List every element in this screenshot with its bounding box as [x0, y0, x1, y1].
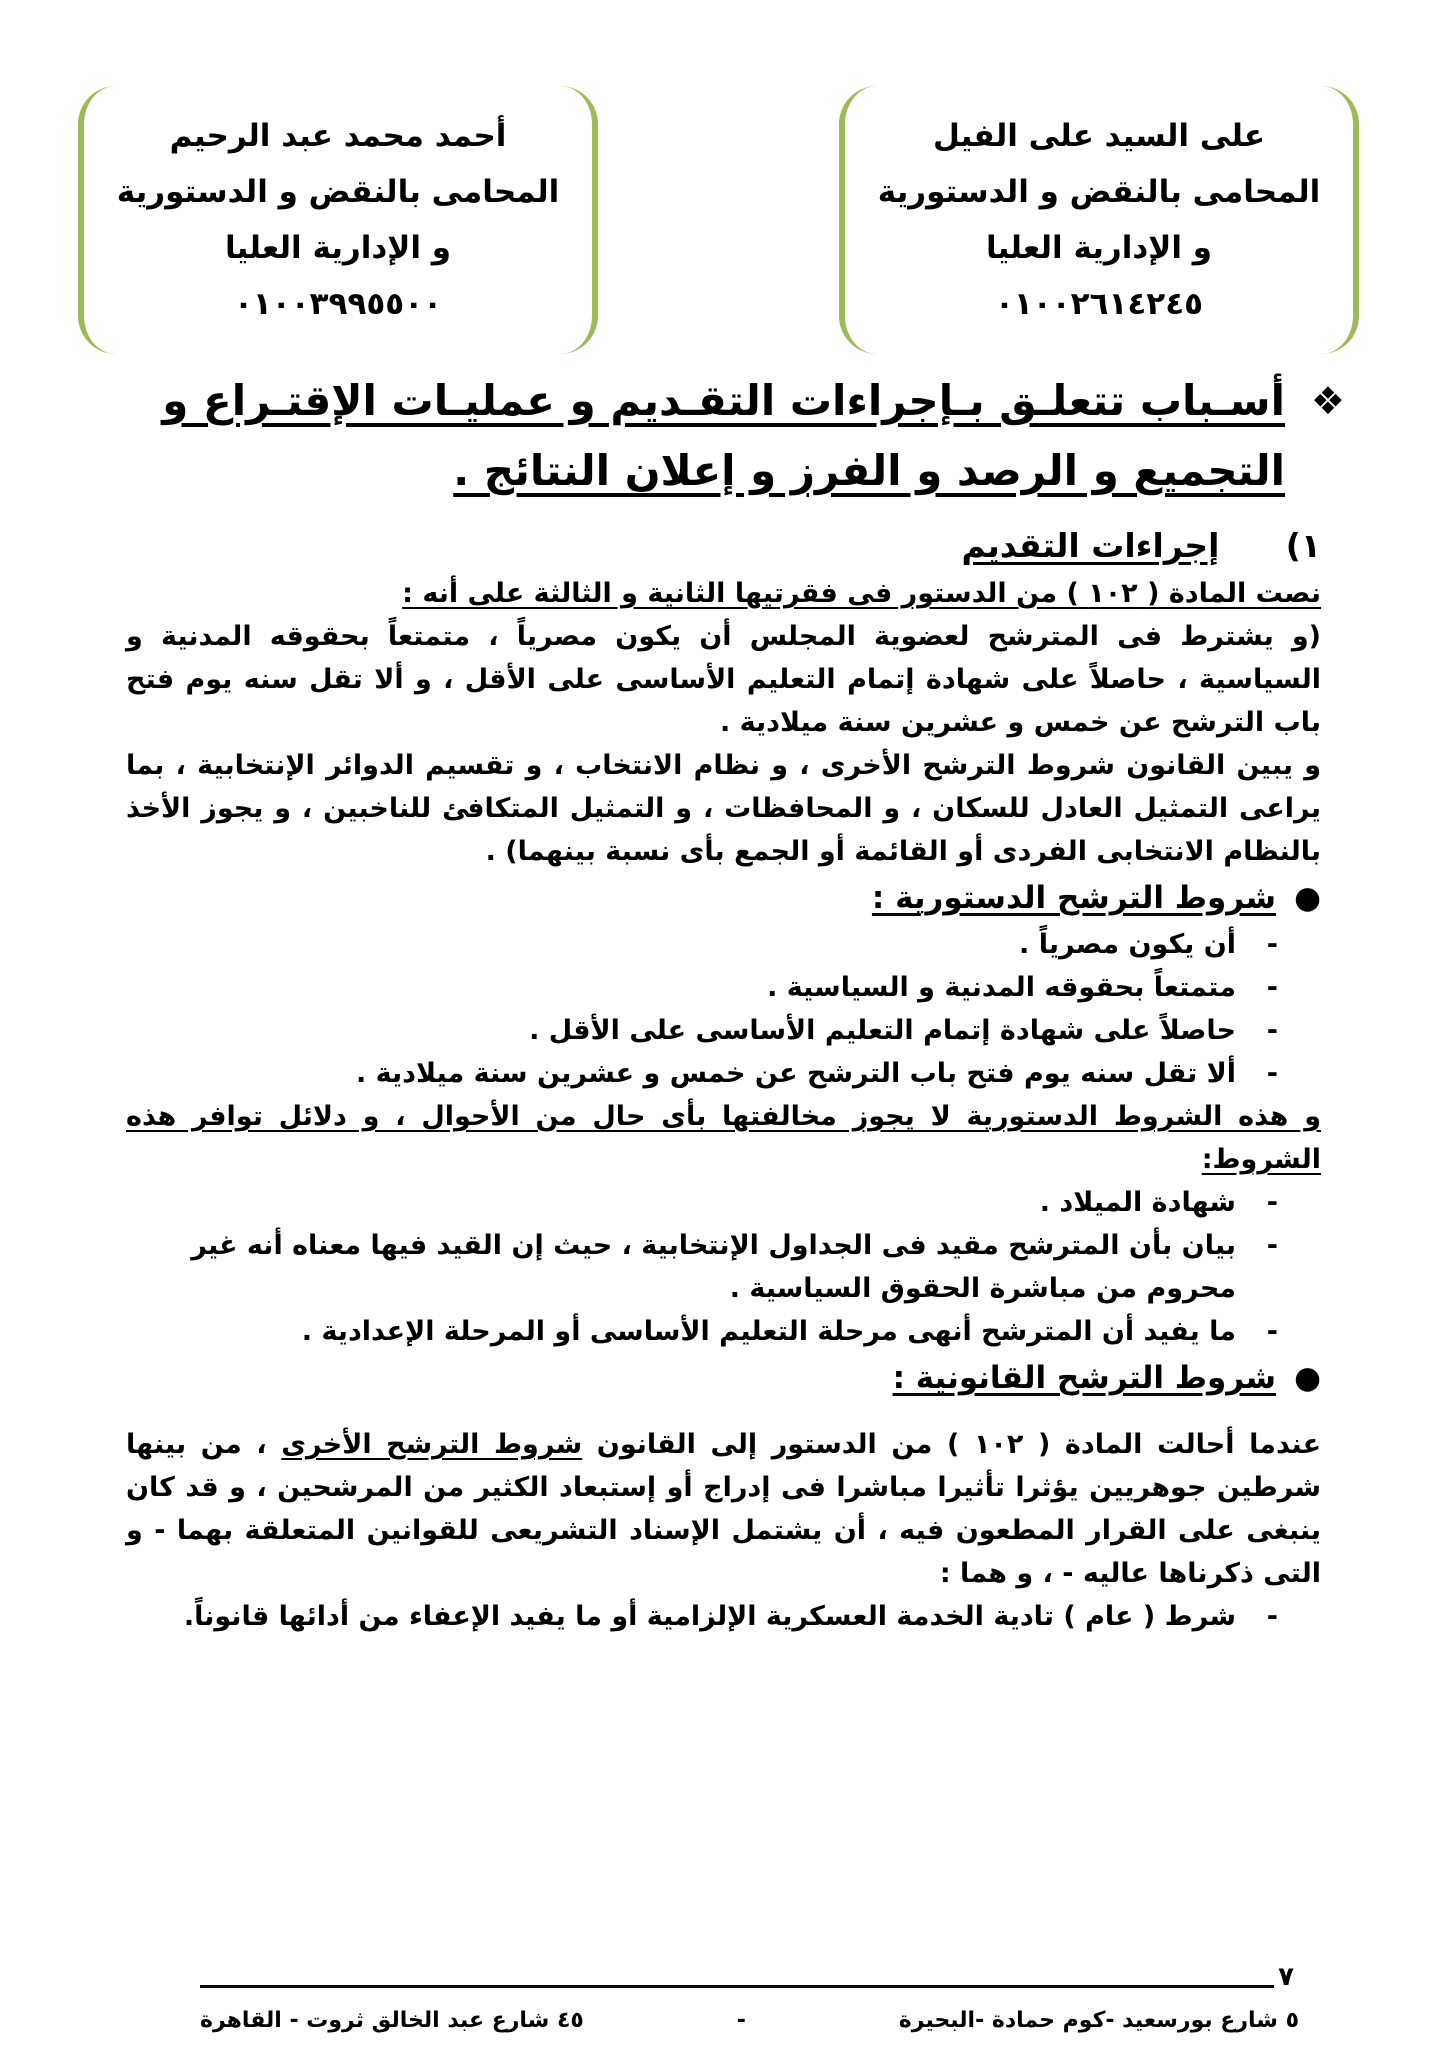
list-item: - شهادة الميلاد .: [126, 1181, 1236, 1224]
footer-address-right: ٥ شارع بورسعيد -كوم حمادة -البحيرة: [898, 2008, 1299, 2033]
evidence-list: [126, 1181, 1321, 1353]
footer-divider: [200, 1985, 1274, 1988]
diamond-bullet-icon: ❖: [1310, 379, 1345, 423]
lawyer-phone: ٠١٠٠٢٦١٤٢٤٥: [994, 286, 1204, 322]
paragraph-part-1: عندما أحالت المادة ( ١٠٢ ) من الدستور إلى القانون: [596, 1429, 1322, 1460]
page-title: [155, 366, 1345, 506]
lawyer-card-left: [78, 86, 598, 354]
page-number: ٧: [1278, 1962, 1294, 1992]
footer: [200, 2008, 1299, 2033]
paragraph-underlined: شروط الترشح الأخرى: [281, 1429, 583, 1460]
constitutional-conditions-heading: [126, 873, 1321, 923]
list-item: - متمتعاً بحقوقه المدنية و السياسية .: [126, 966, 1236, 1009]
lawyer-title-2: و الإدارية العليا: [224, 230, 452, 266]
list-item: - بيان بأن المترشح مقيد فى الجداول الإنتخابية ، حيث إن القيد فيها معناه أنه غير محروم من مباشرة الحقوق السياسية .: [126, 1224, 1236, 1310]
footer-address-left: ٤٥ شارع عبد الخالق ثروت - القاهرة: [200, 2008, 584, 2033]
constitutional-conditions-list: [126, 923, 1321, 1095]
lawyer-name: أحمد محمد عبد الرحيم: [169, 118, 507, 154]
list-item: - أن يكون مصرياً .: [126, 923, 1236, 966]
lawyer-card-right: [839, 86, 1359, 354]
spacer: [126, 1403, 1321, 1423]
legal-conditions-list: [126, 1595, 1321, 1638]
heading-text: شروط الترشح القانونية :: [892, 1360, 1276, 1396]
title-text: أسـباب تتعلـق بـإجراءات التقـديم و عمليـات الإقتـراع و التجميع و الرصد و الفرز و إعلان النتائج .: [162, 376, 1285, 495]
section-title: إجراءات التقديم: [961, 526, 1220, 565]
list-item: - ما يفيد أن المترشح أنهى مرحلة التعليم الأساسى أو المرحلة الإعدادية .: [126, 1310, 1236, 1353]
section-number: ١): [1285, 526, 1321, 565]
article-intro: نصت المادة ( ١٠٢ ) من الدستور فى فقرتيها الثانية و الثالثة على أنه :: [402, 578, 1321, 609]
lawyer-title-2: و الإدارية العليا: [985, 230, 1213, 266]
list-item: - ألا تقل سنه يوم فتح باب الترشح عن خمس و عشرين سنة ميلادية .: [126, 1052, 1236, 1095]
article-paragraph-1: (و يشترط فى المترشح لعضوية المجلس أن يكون مصرياً ، متمتعاً بحقوقه المدنية و السياسية ، حاصلاً على شهادة إتمام التعليم الأساسى على الأقل ، و ألا تقل سنه يوم فتح باب الترشح عن خمس و عشرين سنة ميلادية .: [126, 621, 1321, 738]
legal-conditions-heading: [126, 1353, 1321, 1403]
legal-paragraph: [126, 1423, 1321, 1595]
lawyer-name: على السيد على الفيل: [932, 118, 1266, 154]
lawyer-phone: ٠١٠٠٣٩٩٥٥٠٠: [233, 286, 443, 322]
document-body: [126, 520, 1321, 1638]
heading-text: شروط الترشح الدستورية :: [871, 880, 1276, 916]
footer-separator: -: [736, 2008, 746, 2033]
article-paragraph-2: و يبين القانون شروط الترشح الأخرى ، و نظام الانتخاب ، و تقسيم الدوائر الإنتخابية ، بما يراعى التمثيل العادل للسكان ، و المحافظات ، و التمثيل المتكافئ للناخبين ، و يجوز الأخذ بالنظام الانتخابى الفردى أو القائمة أو الجمع بأى نسبة بينهما) .: [126, 750, 1321, 867]
section-heading: [126, 520, 1321, 572]
bullet-icon: ●: [1293, 880, 1321, 916]
lawyer-title: المحامى بالنقض و الدستورية: [877, 174, 1321, 210]
lawyer-title: المحامى بالنقض و الدستورية: [116, 174, 560, 210]
list-item: - شرط ( عام ) تادية الخدمة العسكرية الإلزامية أو ما يفيد الإعفاء من أدائها قانوناً.: [126, 1595, 1236, 1638]
bullet-icon: ●: [1293, 1360, 1321, 1396]
list-item: - حاصلاً على شهادة إتمام التعليم الأساسى على الأقل .: [126, 1009, 1236, 1052]
conditions-note: و هذه الشروط الدستورية لا يجوز مخالفتها بأى حال من الأحوال ، و دلائل توافر هذه الشروط:: [126, 1101, 1321, 1175]
paragraph-part-2: ، من بينها شرطين جوهريين يؤثرا تأثيرا مباشرا فى إدراج أو إستبعاد الكثير من المرشحين ، و قد كان ينبغى على القرار المطعون فيه ، أن يشتمل الإسناد التشريعى للقوانين المتعلقة بهما - و التى ذكرناها عاليه - ، و هما :: [126, 1429, 1321, 1589]
